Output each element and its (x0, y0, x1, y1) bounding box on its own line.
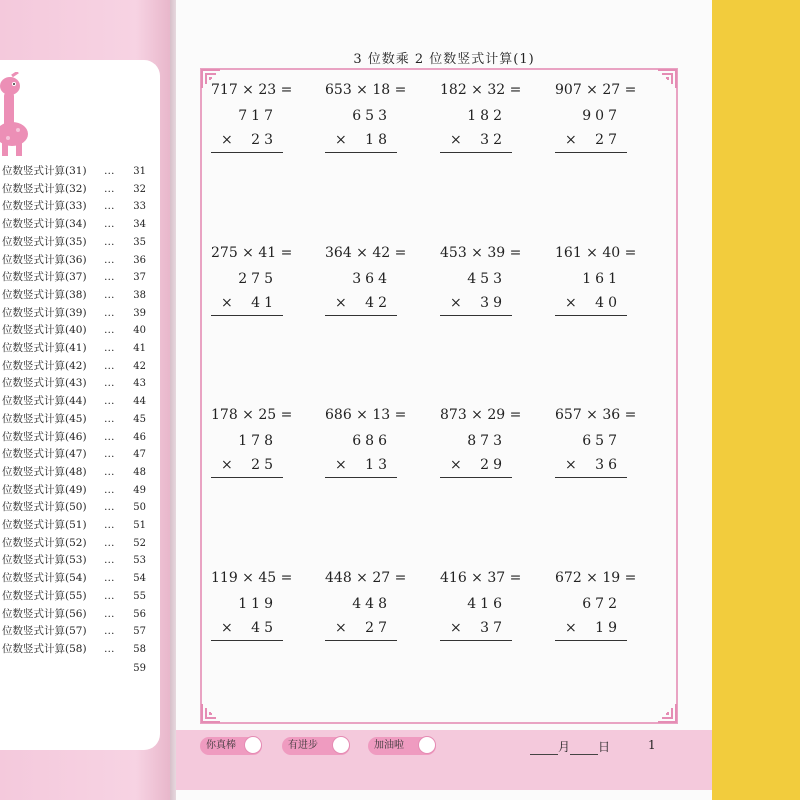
toc-item (0, 163, 148, 180)
toc-item-dots: … (104, 253, 116, 266)
answer-line (440, 315, 512, 316)
toc-item (0, 552, 148, 569)
toc-item-page: 59 (133, 663, 146, 674)
toc-item (0, 252, 148, 269)
toc-item-title: 位数竖式计算(50) (2, 501, 87, 514)
multiplier: 27 (365, 620, 391, 636)
toc-item (0, 340, 148, 357)
toc-item (0, 429, 148, 446)
toc-item-dots: … (104, 572, 116, 585)
toc-item-dots: … (104, 342, 116, 354)
badge-label: 你真棒 (206, 740, 236, 751)
toc-item-dots: … (104, 218, 116, 231)
multiplier: 40 (595, 295, 621, 311)
multiplication-problem (440, 407, 550, 487)
toc-item-dots: … (104, 465, 116, 478)
answer-line (440, 640, 512, 641)
toc-item-title: 位数竖式计算(40) (2, 324, 87, 337)
multiply-sign: × (335, 132, 347, 148)
multiplier: 23 (251, 132, 277, 148)
multiplicand: 161 (582, 271, 621, 287)
toc-item-title: 位数竖式计算(53) (2, 554, 87, 567)
answer-line (555, 640, 627, 641)
toc-item-page: 32 (133, 183, 146, 195)
rating-circle[interactable] (332, 736, 350, 754)
date-line (530, 738, 610, 755)
multiply-sign: × (565, 457, 577, 473)
page-number: 1 (648, 738, 656, 752)
day-blank[interactable] (570, 742, 598, 755)
toc-item-title: 位数竖式计算(46) (2, 430, 87, 443)
answer-line (325, 477, 397, 478)
toc-item (0, 482, 148, 499)
toc-item (0, 517, 148, 534)
multiplier: 19 (595, 620, 621, 636)
multiplicand: 416 (467, 596, 506, 612)
multiplier: 41 (251, 295, 277, 311)
toc-item-title: 位数竖式计算(35) (2, 235, 87, 248)
problem-equation: 873 × 29 = (440, 407, 522, 423)
answer-line (211, 640, 283, 641)
toc-item-title: 位数竖式计算(56) (2, 607, 87, 620)
multiply-sign: × (221, 620, 233, 636)
badge-label: 加油啦 (374, 740, 404, 751)
multiplier: 25 (251, 457, 277, 473)
multiply-sign: × (221, 457, 233, 473)
multiply-sign: × (565, 295, 577, 311)
problem-equation: 453 × 39 = (440, 245, 522, 261)
toc-item-page: 39 (133, 307, 146, 319)
toc-item-title: 位数竖式计算(42) (2, 359, 87, 372)
multiplier: 18 (365, 132, 391, 148)
toc-item-page: 51 (133, 520, 146, 531)
multiplication-problem (440, 570, 550, 650)
toc-item-dots: … (104, 554, 116, 567)
multiplicand: 717 (238, 108, 277, 124)
corner-ornament-icon (656, 702, 678, 724)
multiplicand: 657 (582, 433, 621, 449)
toc-item-page: 42 (133, 360, 146, 372)
problem-equation: 686 × 13 = (325, 407, 407, 423)
problem-equation: 275 × 41 = (211, 245, 293, 261)
problem-equation: 448 × 27 = (325, 570, 407, 586)
toc-item (0, 234, 148, 251)
toc-item-page: 38 (133, 289, 146, 301)
toc-item-page: 37 (133, 272, 146, 284)
rating-circle[interactable] (244, 736, 262, 754)
multiplicand: 364 (352, 271, 391, 287)
toc-item-title: 位数竖式计算(58) (2, 642, 87, 655)
toc-item-page: 49 (133, 484, 146, 496)
answer-line (325, 640, 397, 641)
multiplier: 39 (480, 295, 506, 311)
toc-item-page: 34 (133, 219, 146, 231)
toc-item-dots: … (104, 448, 116, 461)
toc-item-dots: … (104, 288, 116, 301)
toc-item-title: 位数竖式计算(57) (2, 625, 87, 638)
toc-item-dots: … (104, 324, 116, 337)
answer-line (555, 152, 627, 153)
problem-equation: 416 × 37 = (440, 570, 522, 586)
toc-item (0, 393, 148, 410)
toc-item-dots: … (104, 430, 116, 443)
toc-item-page: 55 (133, 590, 146, 602)
problem-equation: 182 × 32 = (440, 82, 522, 98)
multiply-sign: × (335, 620, 347, 636)
toc-item (0, 358, 148, 375)
problem-equation: 907 × 27 = (555, 82, 637, 98)
toc-item-title: 位数竖式计算(36) (2, 253, 87, 266)
answer-line (440, 152, 512, 153)
toc-item-page: 43 (133, 378, 146, 390)
toc-item-page: 47 (133, 449, 146, 461)
toc-item (0, 446, 148, 463)
toc-item (0, 464, 148, 481)
multiplicand: 672 (582, 596, 621, 612)
multiplicand: 275 (238, 271, 277, 287)
month-label: 月 (558, 740, 571, 754)
toc-item-title: 位数竖式计算(48) (2, 465, 87, 478)
multiplier: 32 (480, 132, 506, 148)
toc-item-page: 57 (133, 626, 146, 638)
answer-line (211, 315, 283, 316)
answer-line (440, 477, 512, 478)
answer-line (211, 152, 283, 153)
toc-item (0, 375, 148, 392)
toc-item (0, 535, 148, 552)
multiplication-problem (555, 570, 665, 650)
multiply-sign: × (335, 295, 347, 311)
answer-line (211, 477, 283, 478)
toc-item-dots: … (104, 519, 116, 531)
answer-line (555, 315, 627, 316)
multiplier: 37 (480, 620, 506, 636)
toc-item-title: 位数竖式计算(41) (2, 342, 87, 354)
problem-equation: 119 × 45 = (211, 570, 293, 586)
multiplicand: 178 (238, 433, 277, 449)
toc-item-dots: … (104, 235, 116, 248)
toc-item-page: 46 (133, 431, 146, 443)
multiplication-problem (325, 570, 435, 650)
toc-item (0, 198, 148, 215)
toc-item-dots: … (104, 536, 116, 549)
toc-item (0, 588, 148, 605)
multiplicand: 182 (467, 108, 506, 124)
toc-item-dots: … (104, 501, 116, 514)
corner-ornament-icon (200, 702, 222, 724)
toc-item-page: 50 (133, 502, 146, 514)
multiplication-problem (555, 245, 665, 325)
toc-item-dots: … (104, 306, 116, 319)
toc-item (0, 181, 148, 198)
answer-line (325, 315, 397, 316)
multiply-sign: × (565, 132, 577, 148)
multiplication-problem (555, 82, 665, 162)
toc-item-title: 位数竖式计算(47) (2, 448, 87, 461)
multiplication-problem (325, 82, 435, 162)
multiplier: 27 (595, 132, 621, 148)
toc-item-dots: … (104, 165, 116, 177)
toc-item-dots: … (104, 182, 116, 195)
multiplicand: 873 (467, 433, 506, 449)
toc-item (0, 322, 148, 339)
toc-item-page: 33 (133, 201, 146, 213)
toc-item-dots: … (104, 483, 116, 496)
toc-item (0, 269, 148, 286)
toc-item-dots: … (104, 395, 116, 408)
toc-item-title: 位数竖式计算(44) (2, 395, 87, 408)
multiply-sign: × (565, 620, 577, 636)
multiplier: 45 (251, 620, 277, 636)
toc-item-dots: … (104, 642, 116, 655)
toc-item-page: 41 (133, 343, 146, 354)
toc-item-page: 40 (133, 325, 146, 337)
rating-circle[interactable] (418, 736, 436, 754)
problem-equation: 672 × 19 = (555, 570, 637, 586)
toc-item (0, 499, 148, 516)
problem-equation: 717 × 23 = (211, 82, 293, 98)
toc-item (0, 570, 148, 587)
toc-item-dots: … (104, 412, 116, 425)
toc-item-page: 56 (133, 608, 146, 620)
multiplication-problem (211, 245, 321, 325)
toc-item-title: 位数竖式计算(54) (2, 572, 87, 585)
toc-item-title: 位数竖式计算(52) (2, 536, 87, 549)
toc-item-page: 48 (133, 466, 146, 478)
toc-item-title: 位数竖式计算(38) (2, 288, 87, 301)
multiply-sign: × (450, 132, 462, 148)
left-page (0, 0, 170, 800)
multiplier: 36 (595, 457, 621, 473)
multiply-sign: × (450, 620, 462, 636)
toc-item (0, 305, 148, 322)
toc-item-dots: … (104, 607, 116, 620)
toc-item-page: 31 (133, 166, 146, 177)
toc-item-title: 位数竖式计算(39) (2, 306, 87, 319)
toc-item-dots: … (104, 625, 116, 638)
toc-item-page: 58 (133, 643, 146, 655)
multiplication-problem (211, 407, 321, 487)
toc-item (0, 216, 148, 233)
day-label: 日 (598, 740, 611, 754)
badge-label: 有进步 (288, 740, 318, 751)
multiplication-problem (325, 407, 435, 487)
toc-item (0, 606, 148, 623)
toc-item-dots: … (104, 200, 116, 213)
toc-item-title: 位数竖式计算(55) (2, 589, 87, 602)
toc-item (0, 623, 148, 640)
problem-equation: 161 × 40 = (555, 245, 637, 261)
toc-item-title: 位数竖式计算(49) (2, 483, 87, 496)
toc-item-page: 52 (133, 537, 146, 549)
giraffe-illustration (0, 72, 40, 162)
page-title: 3 位数乘 2 位数竖式计算(1) (353, 52, 535, 67)
toc-item-title: 位数竖式计算(34) (2, 218, 87, 231)
toc-item-page: 54 (133, 573, 146, 585)
toc-item-title: 位数竖式计算(32) (2, 182, 87, 195)
toc-item (0, 287, 148, 304)
multiply-sign: × (221, 295, 233, 311)
toc-item (0, 660, 148, 677)
toc-item-title: 位数竖式计算(45) (2, 412, 87, 425)
badge-keep-going[interactable] (368, 737, 436, 755)
multiplicand: 453 (467, 271, 506, 287)
multiplication-problem (211, 570, 321, 650)
problem-equation: 657 × 36 = (555, 407, 637, 423)
badge-progress[interactable] (282, 737, 350, 755)
toc-item-page: 36 (133, 254, 146, 266)
month-blank[interactable] (530, 742, 558, 755)
multiply-sign: × (450, 295, 462, 311)
toc-item-dots: … (104, 589, 116, 602)
problem-equation: 653 × 18 = (325, 82, 407, 98)
multiplicand: 907 (582, 108, 621, 124)
toc-item-page: 35 (133, 236, 146, 248)
problem-equation: 178 × 25 = (211, 407, 293, 423)
multiplicand: 686 (352, 433, 391, 449)
multiplication-problem (440, 82, 550, 162)
multiplication-problem (440, 245, 550, 325)
toc-item-dots: … (104, 377, 116, 390)
toc-item-title: 位数竖式计算(37) (2, 271, 87, 284)
multiplier: 13 (365, 457, 391, 473)
toc-item-title: 位数竖式计算(31) (2, 165, 87, 177)
toc-item-page: 45 (133, 413, 146, 425)
toc-item-title: 位数竖式计算(43) (2, 377, 87, 390)
toc-item (0, 641, 148, 658)
answer-line (555, 477, 627, 478)
toc-item (0, 411, 148, 428)
multiplicand: 119 (238, 596, 277, 612)
multiply-sign: × (450, 457, 462, 473)
toc-item-title: 位数竖式计算(51) (2, 519, 87, 531)
multiplication-problem (211, 82, 321, 162)
multiplier: 29 (480, 457, 506, 473)
multiply-sign: × (335, 457, 347, 473)
multiplication-problem (325, 245, 435, 325)
toc-item-title: 位数竖式计算(33) (2, 200, 87, 213)
multiplication-problem (555, 407, 665, 487)
answer-line (325, 152, 397, 153)
multiplicand: 448 (352, 596, 391, 612)
multiplicand: 653 (352, 108, 391, 124)
toc-item-page: 53 (133, 555, 146, 567)
problem-equation: 364 × 42 = (325, 245, 407, 261)
badge-great[interactable] (200, 737, 262, 755)
toc-item-dots: … (104, 359, 116, 372)
toc-item-page: 44 (133, 396, 146, 408)
toc-item-dots: … (104, 271, 116, 284)
multiply-sign: × (221, 132, 233, 148)
multiplier: 42 (365, 295, 391, 311)
